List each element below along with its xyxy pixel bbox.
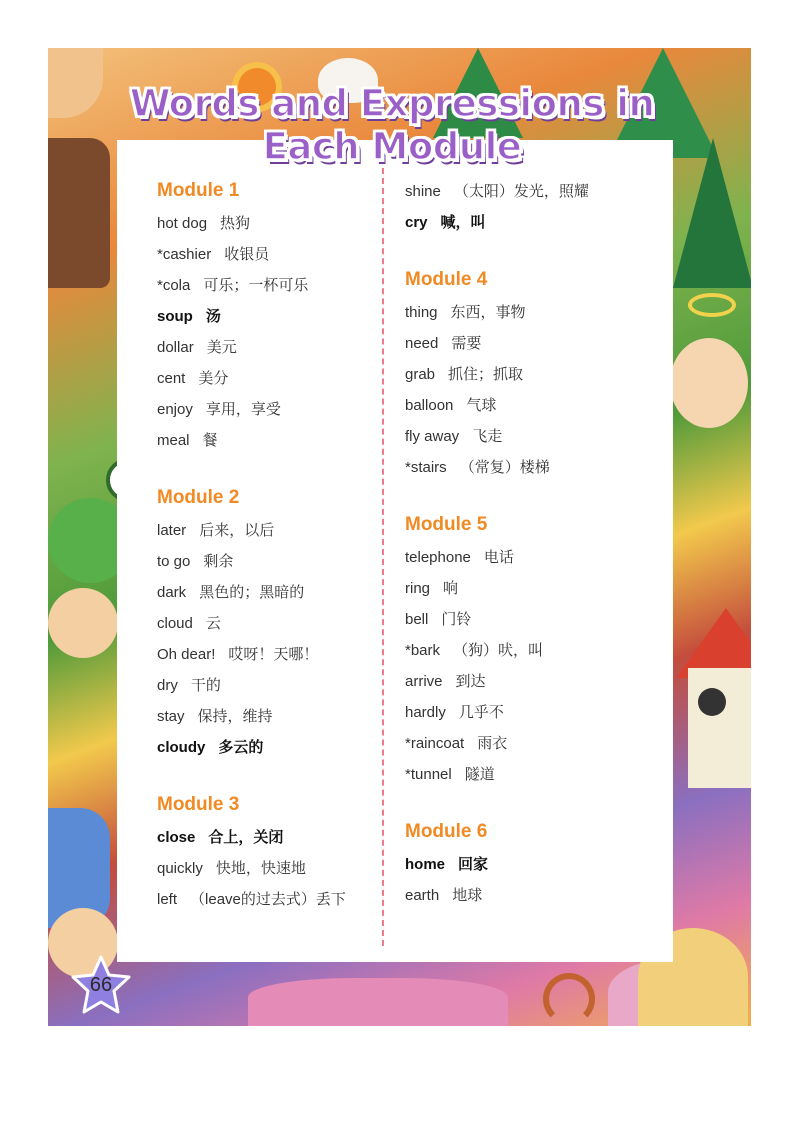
vocab-meaning: 气球 bbox=[466, 397, 497, 414]
house-window-illustration bbox=[698, 688, 726, 716]
vocab-entry bbox=[157, 239, 372, 270]
vocab-word: cent bbox=[157, 370, 186, 387]
vocab-meaning: 汤 bbox=[205, 308, 221, 325]
vocab-word: fly away bbox=[405, 428, 460, 445]
vocab-entry bbox=[405, 604, 655, 635]
angel-child-illustration bbox=[670, 338, 748, 428]
vocab-meaning: （狗）吠，叫 bbox=[453, 642, 544, 659]
vocab-entry bbox=[157, 639, 372, 670]
vocab-meaning: 合上，关闭 bbox=[208, 829, 284, 846]
section-gap bbox=[157, 456, 372, 483]
vocab-word: cloudy bbox=[157, 739, 206, 756]
vocab-entry bbox=[157, 732, 372, 763]
vocab-meaning: 东西，事物 bbox=[450, 304, 526, 321]
vocab-entry bbox=[157, 301, 372, 332]
vocab-word: ring bbox=[405, 580, 431, 597]
section-gap bbox=[405, 238, 655, 265]
page-number: 66 bbox=[89, 974, 113, 996]
vocab-meaning: 云 bbox=[205, 615, 221, 632]
vocab-entry bbox=[405, 452, 655, 483]
module-section bbox=[405, 176, 655, 238]
vocab-word: Oh dear! bbox=[157, 646, 216, 663]
vocab-meaning: 保持，维持 bbox=[197, 708, 273, 725]
vocab-entry bbox=[157, 546, 372, 577]
vocab-word: arrive bbox=[405, 673, 443, 690]
vocab-word: dry bbox=[157, 677, 178, 694]
vocab-meaning: 剩余 bbox=[203, 553, 234, 570]
vocab-meaning: 地球 bbox=[452, 887, 483, 904]
module-section bbox=[405, 817, 655, 911]
vocab-meaning: 抓住；抓取 bbox=[448, 366, 524, 383]
vocab-word: enjoy bbox=[157, 401, 193, 418]
vocab-word: dollar bbox=[157, 339, 194, 356]
vocab-entry bbox=[405, 635, 655, 666]
vocab-word: shine bbox=[405, 183, 441, 200]
module-heading: Module 5 bbox=[405, 514, 488, 535]
module-heading: Module 4 bbox=[405, 269, 488, 290]
vocab-word: *cola bbox=[157, 277, 191, 294]
vocab-word: grab bbox=[405, 366, 436, 383]
vocab-entry bbox=[405, 297, 655, 328]
vocab-word: bell bbox=[405, 611, 429, 628]
vocab-entry bbox=[157, 701, 372, 732]
section-gap bbox=[157, 763, 372, 790]
vocab-word: *stairs bbox=[405, 459, 447, 476]
vocab-entry bbox=[405, 328, 655, 359]
vocab-meaning: 干的 bbox=[190, 677, 221, 694]
cloud-illustration bbox=[248, 978, 508, 1026]
column-divider bbox=[382, 168, 384, 946]
vocab-word: telephone bbox=[405, 549, 471, 566]
house-illustration bbox=[688, 668, 751, 788]
vocab-meaning: 多云的 bbox=[218, 739, 264, 756]
vocab-entry bbox=[405, 421, 655, 452]
vocab-entry bbox=[157, 363, 372, 394]
vocab-word: cry bbox=[405, 214, 428, 231]
vocab-meaning: 享用，享受 bbox=[205, 401, 281, 418]
vocab-word: cloud bbox=[157, 615, 193, 632]
vocab-entry bbox=[157, 577, 372, 608]
module-heading: Module 1 bbox=[157, 180, 240, 201]
vocab-word: need bbox=[405, 335, 439, 352]
vocab-meaning: 美元 bbox=[206, 339, 237, 356]
vocab-word: *cashier bbox=[157, 246, 212, 263]
vocab-word: soup bbox=[157, 308, 193, 325]
module-section bbox=[157, 176, 372, 456]
vocab-entry bbox=[405, 542, 655, 573]
vocab-word: to go bbox=[157, 553, 191, 570]
vocab-entry bbox=[405, 359, 655, 390]
module-section bbox=[157, 790, 372, 915]
vocab-entry bbox=[405, 176, 655, 207]
vocab-entry bbox=[405, 697, 655, 728]
left-column bbox=[157, 176, 372, 915]
vocab-word: stay bbox=[157, 708, 185, 725]
vocab-entry bbox=[405, 880, 655, 911]
page-number-badge bbox=[70, 955, 132, 1015]
vocab-word: *raincoat bbox=[405, 735, 465, 752]
module-section bbox=[405, 265, 655, 483]
vocab-meaning: 收银员 bbox=[224, 246, 270, 263]
vocab-meaning: 飞走 bbox=[472, 428, 503, 445]
vocab-word: home bbox=[405, 856, 446, 873]
vocab-word: *tunnel bbox=[405, 766, 452, 783]
vocab-entry bbox=[157, 270, 372, 301]
module-section bbox=[405, 510, 655, 790]
vocab-meaning: 几乎不 bbox=[458, 704, 504, 721]
module-heading: Module 3 bbox=[157, 794, 240, 815]
vocab-entry bbox=[157, 394, 372, 425]
vocab-meaning: 哎呀！天哪！ bbox=[228, 646, 319, 663]
vocab-word: later bbox=[157, 522, 187, 539]
vocab-meaning: 可乐；一杯可乐 bbox=[203, 277, 309, 294]
vocab-meaning: 餐 bbox=[202, 432, 218, 449]
boy-illustration bbox=[48, 588, 118, 658]
vocab-entry bbox=[405, 728, 655, 759]
vocab-entry bbox=[157, 208, 372, 239]
vocab-meaning: 门铃 bbox=[441, 611, 472, 628]
vocab-word: close bbox=[157, 829, 196, 846]
vocab-entry bbox=[405, 390, 655, 421]
vocab-meaning: 到达 bbox=[455, 673, 486, 690]
vocab-word: dark bbox=[157, 584, 187, 601]
vocab-meaning: 隧道 bbox=[464, 766, 495, 783]
vocab-meaning: 美分 bbox=[198, 370, 229, 387]
vocab-entry bbox=[405, 207, 655, 238]
module-heading: Module 6 bbox=[405, 821, 488, 842]
vocab-meaning: 电话 bbox=[483, 549, 514, 566]
vocab-word: balloon bbox=[405, 397, 454, 414]
vocab-word: left bbox=[157, 891, 178, 908]
halo-illustration bbox=[688, 293, 736, 317]
vocab-meaning: 雨衣 bbox=[477, 735, 508, 752]
module-heading: Module 2 bbox=[157, 487, 240, 508]
vocab-word: *bark bbox=[405, 642, 441, 659]
vocab-meaning: 快地，快速地 bbox=[215, 860, 306, 877]
vocab-word: quickly bbox=[157, 860, 203, 877]
section-gap bbox=[405, 483, 655, 510]
vocab-word: meal bbox=[157, 432, 190, 449]
vocab-meaning: 响 bbox=[443, 580, 459, 597]
section-gap bbox=[405, 790, 655, 817]
vocab-meaning: 喊，叫 bbox=[440, 214, 486, 231]
vocab-entry bbox=[157, 670, 372, 701]
vocab-entry bbox=[405, 849, 655, 880]
vocab-entry bbox=[157, 425, 372, 456]
vocab-word: hardly bbox=[405, 704, 446, 721]
module-section bbox=[157, 483, 372, 763]
vocab-meaning: 回家 bbox=[458, 856, 489, 873]
vocab-meaning: （leave的过去式）丢下 bbox=[190, 891, 346, 908]
vocab-word: hot dog bbox=[157, 215, 208, 232]
vocab-entry bbox=[157, 332, 372, 363]
vocab-meaning: 热狗 bbox=[220, 215, 251, 232]
vocab-word: earth bbox=[405, 887, 440, 904]
vocab-entry bbox=[405, 759, 655, 790]
vocab-meaning: （太阳）发光，照耀 bbox=[453, 183, 589, 200]
vocab-meaning: （常复）楼梯 bbox=[459, 459, 550, 476]
vocab-entry bbox=[405, 573, 655, 604]
vocab-word: thing bbox=[405, 304, 438, 321]
vocab-meaning: 后来，以后 bbox=[199, 522, 275, 539]
vocab-entry bbox=[157, 515, 372, 546]
vocab-entry bbox=[157, 608, 372, 639]
vocab-meaning: 黑色的；黑暗的 bbox=[199, 584, 305, 601]
vocab-entry bbox=[405, 666, 655, 697]
vocab-meaning: 需要 bbox=[451, 335, 482, 352]
vocab-entry bbox=[157, 822, 372, 853]
vocab-entry bbox=[157, 853, 372, 884]
tail-illustration bbox=[543, 973, 595, 1025]
right-column bbox=[405, 176, 655, 911]
vocab-entry bbox=[157, 884, 372, 915]
page-title: Words and Expressions in Each Module bbox=[129, 82, 655, 168]
